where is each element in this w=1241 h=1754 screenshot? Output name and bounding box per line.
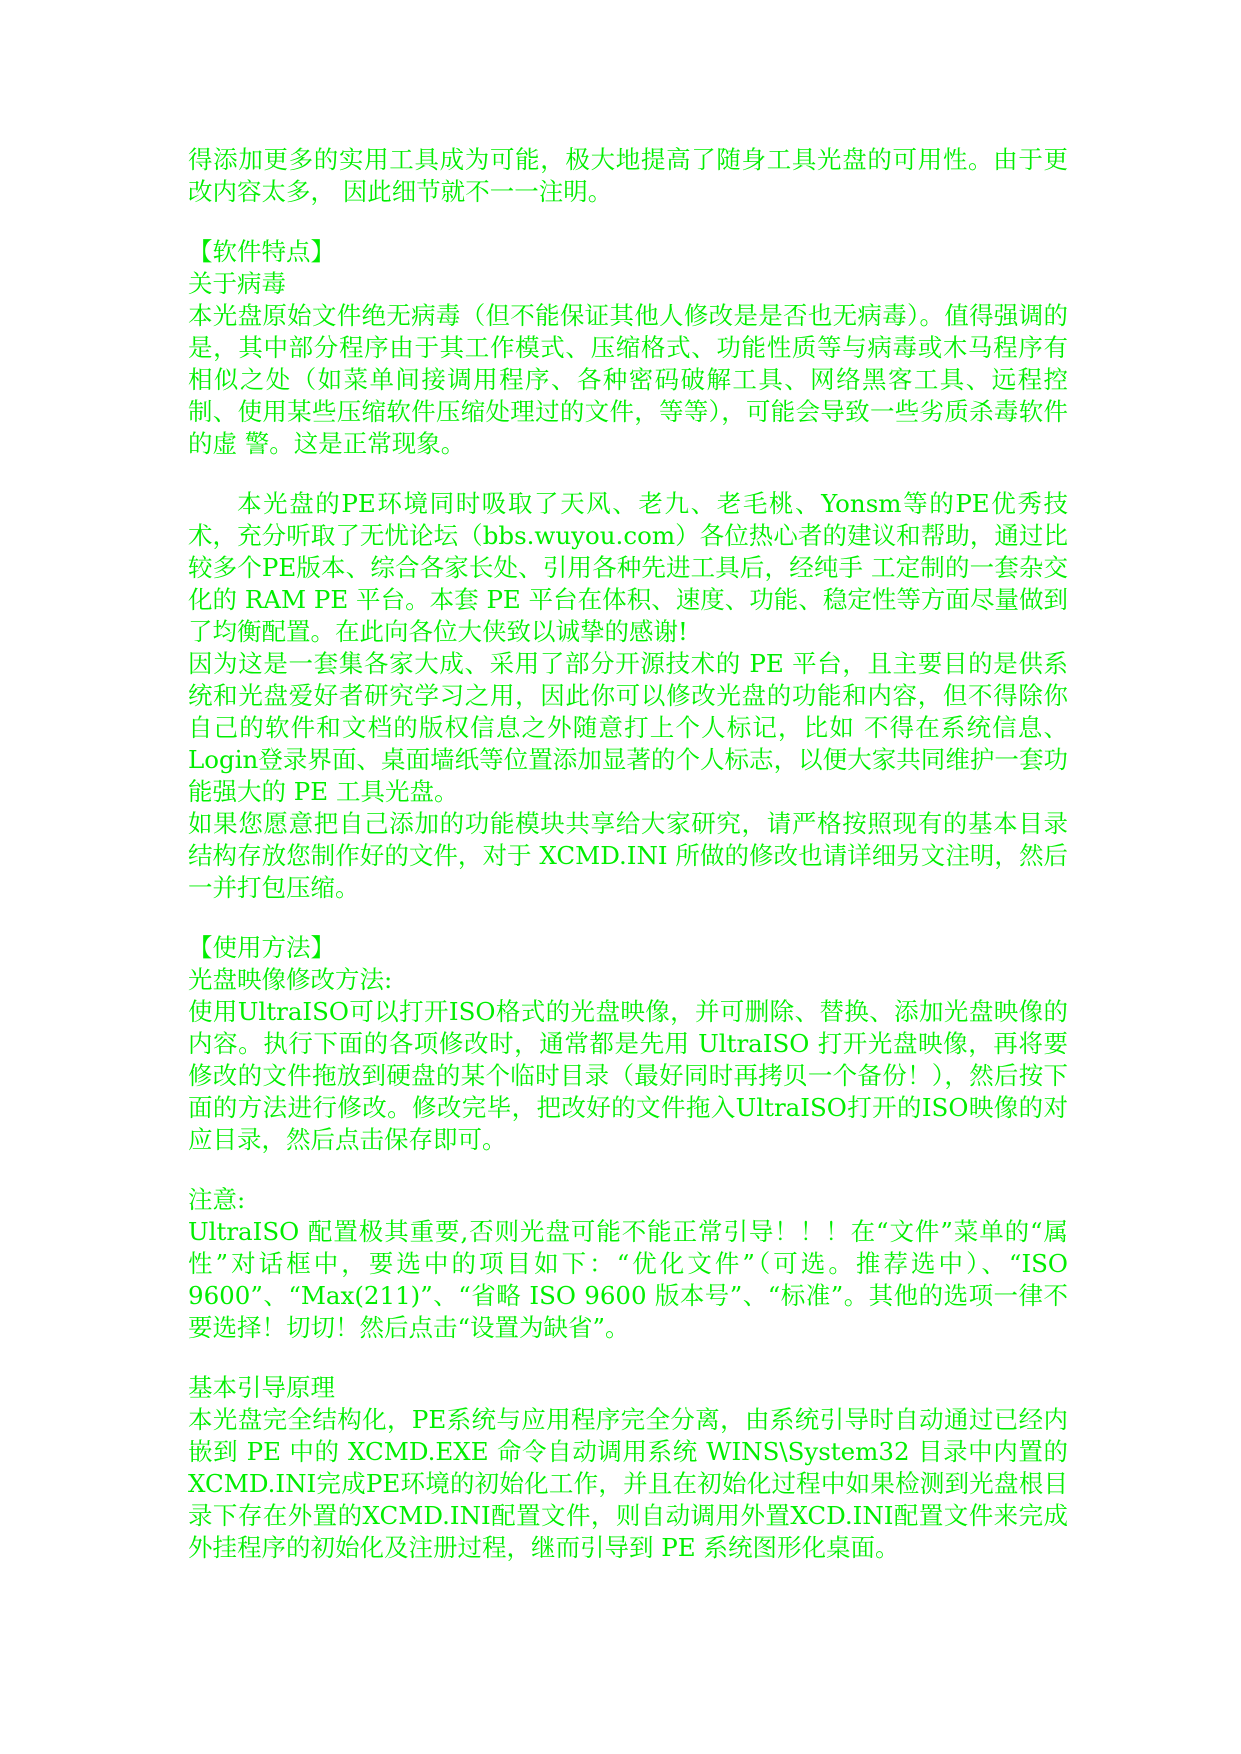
license-paragraph: 因为这是一套集各家大成、采用了部分开源技术的 PE 平台，且主要目的是供系统和光盘爱好者研究学习之用，因此你可以修改光盘的功能和内容，但不得除你自己的软件和文档的版权信息之外随意打上个人标记，比如 不得在系统信息、Login登录界面、桌面墙纸等位置添加显著的个人标志，以便大家共同维护一套功能强大的 PE 工具光盘。 bbox=[188, 649, 1068, 806]
iso-modify-paragraph: 使用UltraISO可以打开ISO格式的光盘映像，并可删除、替换、添加光盘映像的内容。执行下面的各项修改时，通常都是先用 UltraISO 打开光盘映像，再将要修改的文件拖放到硬盘的某个临时目录（最好同时再拷贝一个备份！），然后按下面的方法进行修改。修改完毕，把改好的文件拖入UltraISO打开的ISO映像的对应目录，然后点击保存即可。 bbox=[188, 997, 1068, 1154]
features-section bbox=[188, 236, 1068, 460]
credits-paragraph: 本光盘的PE环境同时吸取了天风、老九、老毛桃、Yonsm等的PE优秀技术，充分听取了无忧论坛（bbs.wuyou.com）各位热心者的建议和帮助，通过比较多个PE版本、综合各家长处、引用各种先进工具后，经纯手 工定制的一套杂交化的 RAM PE 平台。本套 PE 平台在体积、速度、功能、稳定性等方面尽量做到了均衡配置。在此向各位大侠致以诚挚的感谢! bbox=[188, 489, 1068, 646]
notice-section bbox=[188, 1184, 1068, 1344]
boot-principle-section bbox=[188, 1372, 1068, 1564]
section-heading-usage: 【使用方法】 bbox=[188, 933, 335, 962]
virus-paragraph: 本光盘原始文件绝无病毒（但不能保证其他人修改是是否也无病毒）。值得强调的是，其中部分程序由于其工作模式、压缩格式、功能性质等与病毒或木马程序有 相似之处（如菜单间接调用程序、各种密码破解工具、网络黑客工具、远程控制、使用某些压缩软件压缩处理过的文件，等等），可能会导致一些劣质杀毒软件的虚 警。这是正常现象。 bbox=[188, 301, 1068, 458]
sharing-paragraph: 如果您愿意把自己添加的功能模块共享给大家研究，请严格按照现有的基本目录结构存放您制作好的文件，对于 XCMD.INI 所做的修改也请详细另文注明，然后一并打包压缩。 bbox=[188, 809, 1068, 902]
notice-paragraph: UltraISO 配置极其重要,否则光盘可能不能正常引导！！！在“文件”菜单的“属性”对话框中，要选中的项目如下：“优化文件”（可选。推荐选中）、“ISO 9600”、“Max(211)”、“省略 ISO 9600 版本号”、“标准”。其他的选项一律不要选择！切切！然后点击“设置为缺省”。 bbox=[188, 1217, 1068, 1342]
intro-paragraph: 得添加更多的实用工具成为可能，极大地提高了随身工具光盘的可用性。由于更改内容太多， 因此细节就不一一注明。 bbox=[188, 145, 1068, 206]
intro-section bbox=[188, 144, 1068, 208]
document-page bbox=[188, 144, 1068, 1592]
credits-section bbox=[188, 488, 1068, 904]
subheading-boot-principle: 基本引导原理 bbox=[188, 1373, 335, 1402]
boot-principle-paragraph: 本光盘完全结构化，PE系统与应用程序完全分离，由系统引导时自动通过已经内嵌到 PE 中的 XCMD.EXE 命令自动调用系统 WINS\System32 目录中内置的XCMD.INI完成PE环境的初始化工作，并且在初始化过程中如果检测到光盘根目录下存在外置的XCMD.INI配置文件，则自动调用外置XCD.INI配置文件来完成外挂程序的初始化及注册过程，继而引导到 PE 系统图形化桌面。 bbox=[188, 1405, 1068, 1562]
subheading-virus: 关于病毒 bbox=[188, 269, 286, 298]
section-heading-features: 【软件特点】 bbox=[188, 237, 335, 266]
usage-section bbox=[188, 932, 1068, 1156]
subheading-iso-modify: 光盘映像修改方法: bbox=[188, 965, 393, 994]
subheading-notice: 注意: bbox=[188, 1185, 246, 1214]
